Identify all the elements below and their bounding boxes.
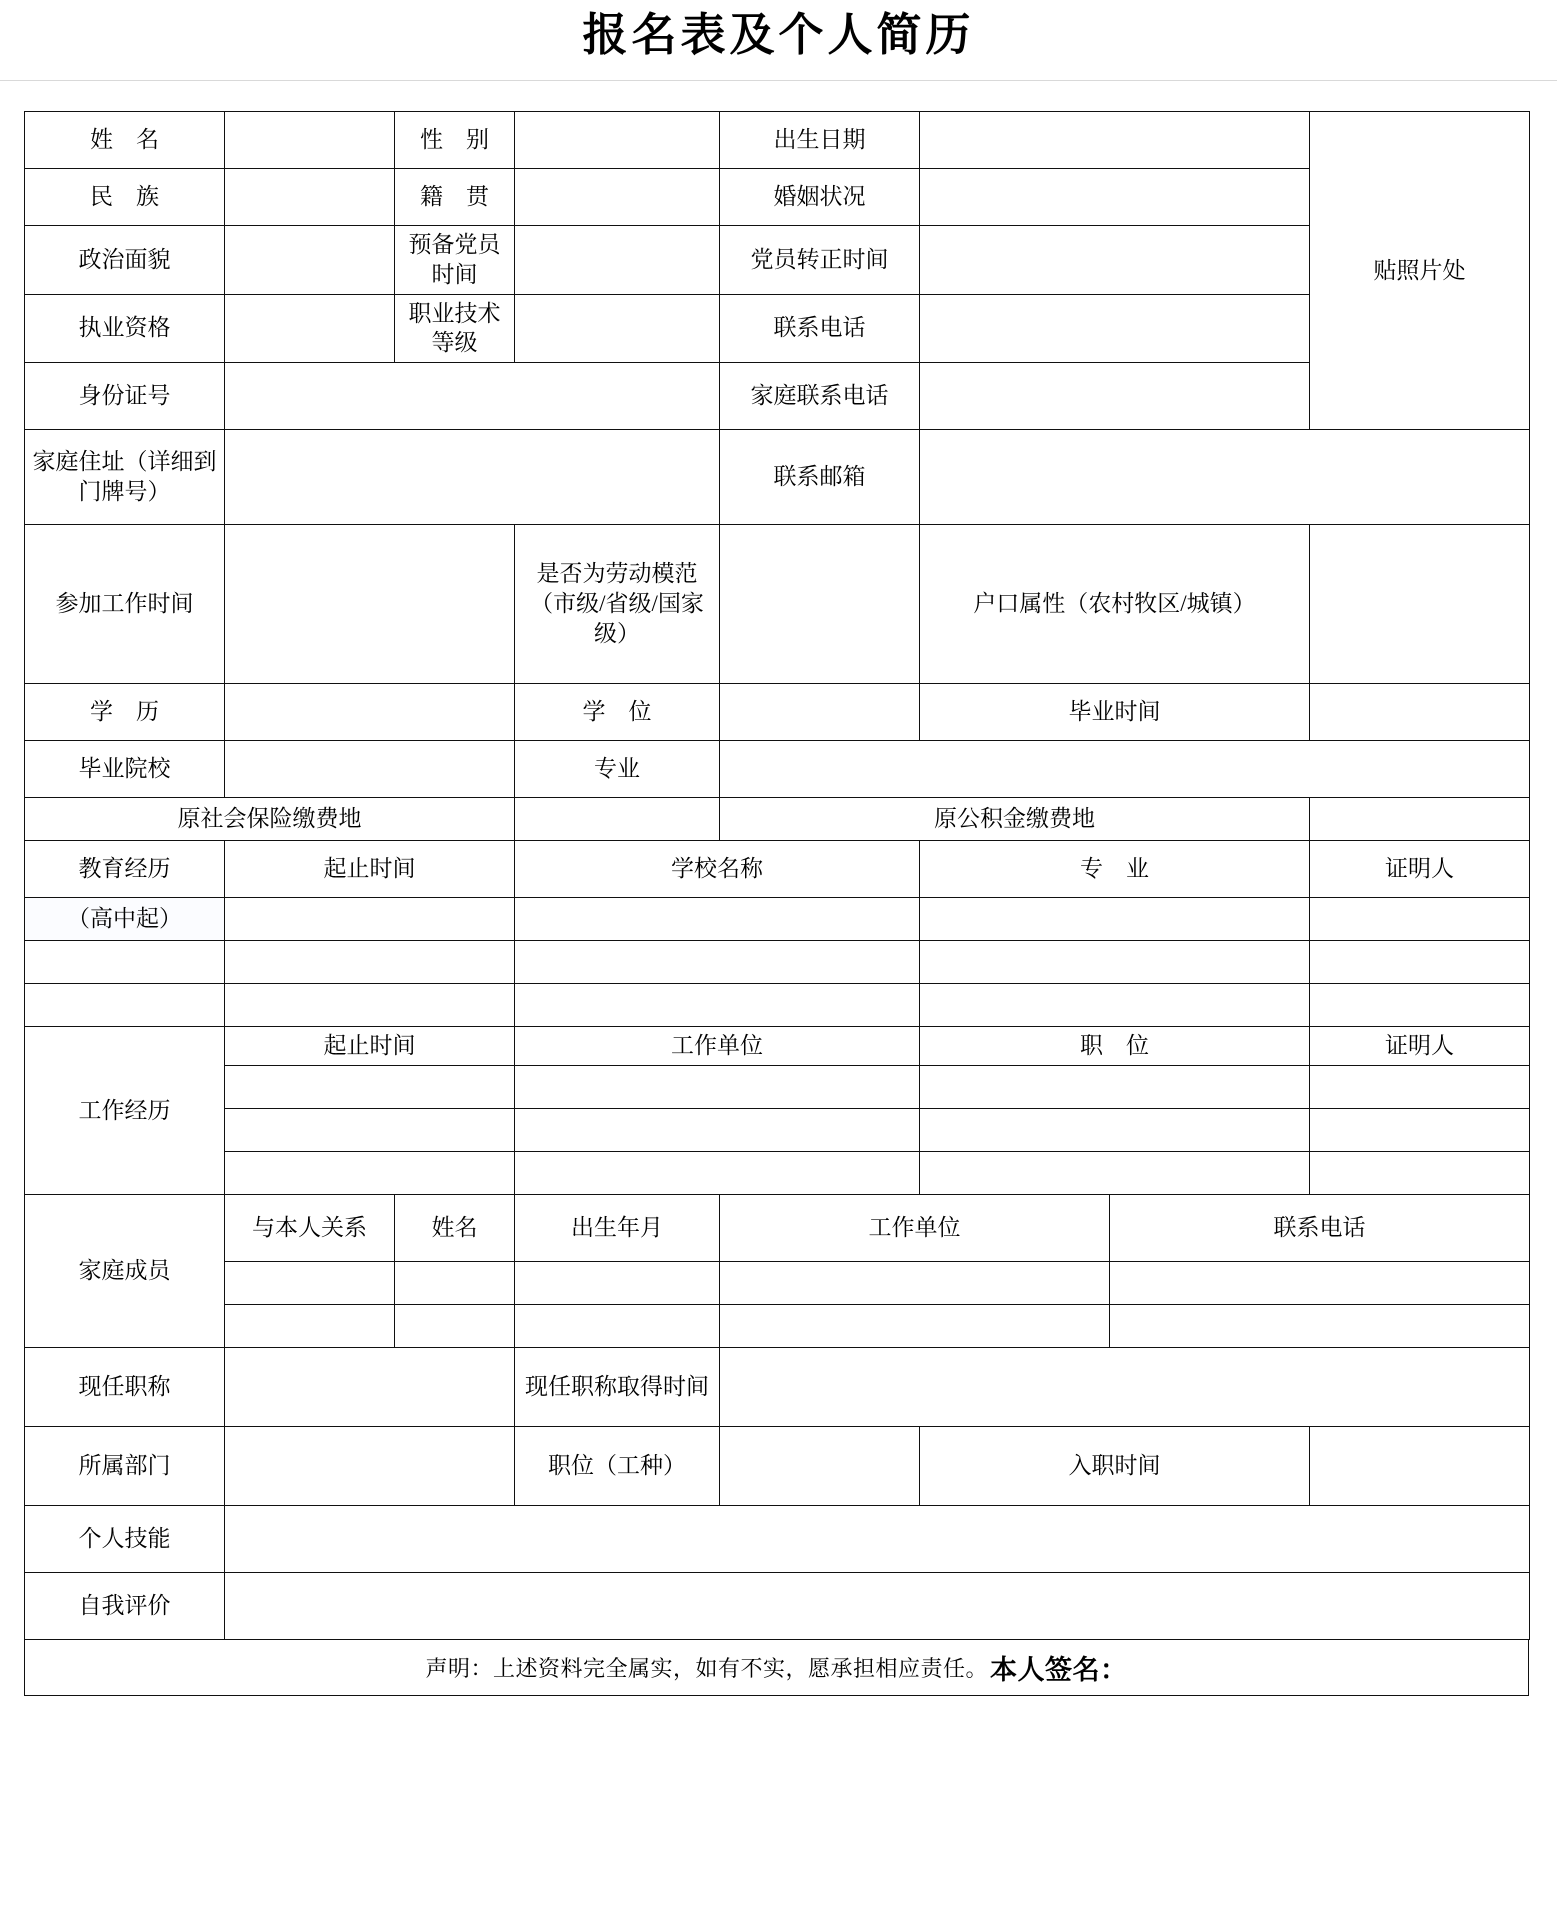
field-department[interactable]: [225, 1427, 515, 1506]
label-email: 联系邮箱: [720, 430, 920, 525]
field-social-insurance-place[interactable]: [515, 798, 720, 841]
field-nation[interactable]: [225, 168, 395, 225]
field-current-title[interactable]: [225, 1348, 515, 1427]
table-row: [25, 225, 1530, 294]
table-row: [25, 111, 1530, 168]
field-hometown[interactable]: [515, 168, 720, 225]
work-cell-employer[interactable]: [515, 1109, 920, 1152]
family-cell-employer[interactable]: [720, 1262, 1110, 1305]
work-cell-referee[interactable]: [1310, 1109, 1530, 1152]
edu-header-referee: 证明人: [1310, 841, 1530, 898]
label-academic-degree: 学 位: [515, 684, 720, 741]
field-probation-party-time[interactable]: [515, 225, 720, 294]
table-row: [25, 898, 1530, 941]
family-cell-phone[interactable]: [1110, 1305, 1530, 1348]
declaration-bar: [24, 1640, 1529, 1696]
field-work-start-time[interactable]: [225, 525, 515, 684]
table-row: [25, 1305, 1530, 1348]
label-model-worker: 是否为劳动模范（市级/省级/国家级）: [515, 525, 720, 684]
work-cell-period[interactable]: [225, 1152, 515, 1195]
label-family-phone: 家庭联系电话: [720, 363, 920, 430]
edu-cell-period[interactable]: [225, 941, 515, 984]
label-hometown: 籍 贯: [395, 168, 515, 225]
field-personal-skills[interactable]: [225, 1506, 1530, 1573]
edu-cell-major[interactable]: [920, 941, 1310, 984]
table-row: [25, 1152, 1530, 1195]
table-row: [25, 168, 1530, 225]
label-probation-party-time: 预备党员时间: [395, 225, 515, 294]
edu-cell-period[interactable]: [225, 898, 515, 941]
photo-placeholder[interactable]: 贴照片处: [1310, 111, 1530, 430]
edu-cell-school[interactable]: [515, 898, 920, 941]
label-major: 专业: [515, 741, 720, 798]
field-home-address[interactable]: [225, 430, 720, 525]
field-family-phone[interactable]: [920, 363, 1310, 430]
field-housing-fund-place[interactable]: [1310, 798, 1530, 841]
table-row: [25, 984, 1530, 1027]
field-major[interactable]: [720, 741, 1530, 798]
table-row: [25, 684, 1530, 741]
label-phone: 联系电话: [720, 294, 920, 363]
edu-cell-referee[interactable]: [1310, 898, 1530, 941]
field-gender[interactable]: [515, 111, 720, 168]
field-model-worker[interactable]: [720, 525, 920, 684]
table-row: [25, 1027, 1530, 1066]
work-cell-position[interactable]: [920, 1152, 1310, 1195]
field-birth-date[interactable]: [920, 111, 1310, 168]
work-cell-employer[interactable]: [515, 1066, 920, 1109]
work-cell-period[interactable]: [225, 1109, 515, 1152]
field-party-formal-time[interactable]: [920, 225, 1310, 294]
table-row: [25, 1262, 1530, 1305]
label-personal-skills: 个人技能: [25, 1506, 225, 1573]
label-education-history-note: （高中起）: [25, 898, 225, 941]
edu-spacer-left: [25, 941, 225, 984]
family-cell-birth[interactable]: [515, 1262, 720, 1305]
family-header-name: 姓名: [395, 1195, 515, 1262]
table-row: [25, 1506, 1530, 1573]
label-social-insurance-place: 原社会保险缴费地: [25, 798, 515, 841]
label-graduated-school: 毕业院校: [25, 741, 225, 798]
table-row: [25, 1573, 1530, 1640]
label-party-formal-time: 党员转正时间: [720, 225, 920, 294]
work-header-period: 起止时间: [225, 1027, 515, 1066]
table-row: [25, 363, 1530, 430]
label-hukou-type: 户口属性（农村牧区/城镇）: [920, 525, 1310, 684]
work-cell-period[interactable]: [225, 1066, 515, 1109]
label-id-number: 身份证号: [25, 363, 225, 430]
edu-header-period: 起止时间: [225, 841, 515, 898]
label-housing-fund-place: 原公积金缴费地: [720, 798, 1310, 841]
work-header-employer: 工作单位: [515, 1027, 920, 1066]
edu-cell-referee[interactable]: [1310, 984, 1530, 1027]
label-technical-level: 职业技术等级: [395, 294, 515, 363]
table-row: [25, 525, 1530, 684]
work-header-position: 职 位: [920, 1027, 1310, 1066]
family-cell-phone[interactable]: [1110, 1262, 1530, 1305]
edu-header-major: 专 业: [920, 841, 1310, 898]
edu-header-school: 学校名称: [515, 841, 920, 898]
table-row: [25, 841, 1530, 898]
field-self-evaluation[interactable]: [225, 1573, 1530, 1640]
page-title: 报名表及个人简历: [582, 10, 975, 60]
edu-spacer-left: [25, 984, 225, 1027]
field-marital-status[interactable]: [920, 168, 1310, 225]
table-row: [25, 1066, 1530, 1109]
field-current-title-time[interactable]: [720, 1348, 1530, 1427]
work-header-referee: 证明人: [1310, 1027, 1530, 1066]
label-political-status: 政治面貌: [25, 225, 225, 294]
label-marital-status: 婚姻状况: [720, 168, 920, 225]
label-nation: 民 族: [25, 168, 225, 225]
family-header-birth: 出生年月: [515, 1195, 720, 1262]
work-cell-position[interactable]: [920, 1109, 1310, 1152]
field-graduation-time[interactable]: [1310, 684, 1530, 741]
label-work-start-time: 参加工作时间: [25, 525, 225, 684]
field-academic-degree[interactable]: [720, 684, 920, 741]
label-birth-date: 出生日期: [720, 111, 920, 168]
label-current-title-time: 现任职称取得时间: [515, 1348, 720, 1427]
edu-cell-major[interactable]: [920, 984, 1310, 1027]
label-current-title: 现任职称: [25, 1348, 225, 1427]
label-gender: 性 别: [395, 111, 515, 168]
table-row: [25, 1348, 1530, 1427]
work-cell-position[interactable]: [920, 1066, 1310, 1109]
field-name[interactable]: [225, 111, 395, 168]
edu-cell-period[interactable]: [225, 984, 515, 1027]
work-cell-referee[interactable]: [1310, 1152, 1530, 1195]
field-political-status[interactable]: [225, 225, 395, 294]
family-header-phone: 联系电话: [1110, 1195, 1530, 1262]
edu-cell-referee[interactable]: [1310, 941, 1530, 984]
field-graduated-school[interactable]: [225, 741, 515, 798]
field-entry-time[interactable]: [1310, 1427, 1530, 1506]
table-row: [25, 741, 1530, 798]
resume-form-table: [24, 111, 1530, 1640]
family-cell-birth[interactable]: [515, 1305, 720, 1348]
title-spacer: [0, 81, 1557, 111]
label-education-degree: 学 历: [25, 684, 225, 741]
label-practice-qualification: 执业资格: [25, 294, 225, 363]
work-cell-employer[interactable]: [515, 1152, 920, 1195]
family-cell-employer[interactable]: [720, 1305, 1110, 1348]
family-cell-relation[interactable]: [225, 1305, 395, 1348]
table-row: [25, 430, 1530, 525]
table-row: [25, 941, 1530, 984]
field-technical-level[interactable]: [515, 294, 720, 363]
field-id-number[interactable]: [225, 363, 720, 430]
edu-cell-school[interactable]: [515, 984, 920, 1027]
table-row: [25, 798, 1530, 841]
table-row: [25, 294, 1530, 363]
family-cell-name[interactable]: [395, 1262, 515, 1305]
label-job-type: 职位（工种）: [515, 1427, 720, 1506]
field-job-type[interactable]: [720, 1427, 920, 1506]
table-row: [25, 1427, 1530, 1506]
field-education-degree[interactable]: [225, 684, 515, 741]
label-family-members: 家庭成员: [25, 1195, 225, 1348]
label-education-history: 教育经历: [25, 841, 225, 898]
family-cell-name[interactable]: [395, 1305, 515, 1348]
family-header-employer: 工作单位: [720, 1195, 1110, 1262]
label-work-history: 工作经历: [25, 1027, 225, 1195]
table-row: [25, 1195, 1530, 1262]
edu-cell-school[interactable]: [515, 941, 920, 984]
title-band: [0, 0, 1557, 81]
label-entry-time: 入职时间: [920, 1427, 1310, 1506]
label-self-evaluation: 自我评价: [25, 1573, 225, 1640]
table-row: [25, 1109, 1530, 1152]
field-phone[interactable]: [920, 294, 1310, 363]
field-practice-qualification[interactable]: [225, 294, 395, 363]
label-name: 姓 名: [25, 111, 225, 168]
family-header-relation: 与本人关系: [225, 1195, 395, 1262]
label-graduation-time: 毕业时间: [920, 684, 1310, 741]
label-home-address: 家庭住址（详细到门牌号）: [25, 430, 225, 525]
family-cell-relation[interactable]: [225, 1262, 395, 1305]
signature-label[interactable]: 本人签名：: [990, 1655, 1128, 1686]
label-department: 所属部门: [25, 1427, 225, 1506]
edu-cell-major[interactable]: [920, 898, 1310, 941]
work-cell-referee[interactable]: [1310, 1066, 1530, 1109]
declaration-text: 声明：上述资料完全属实，如有不实，愿承担相应责任。: [425, 1656, 988, 1682]
field-hukou-type[interactable]: [1310, 525, 1530, 684]
field-email[interactable]: [920, 430, 1530, 525]
